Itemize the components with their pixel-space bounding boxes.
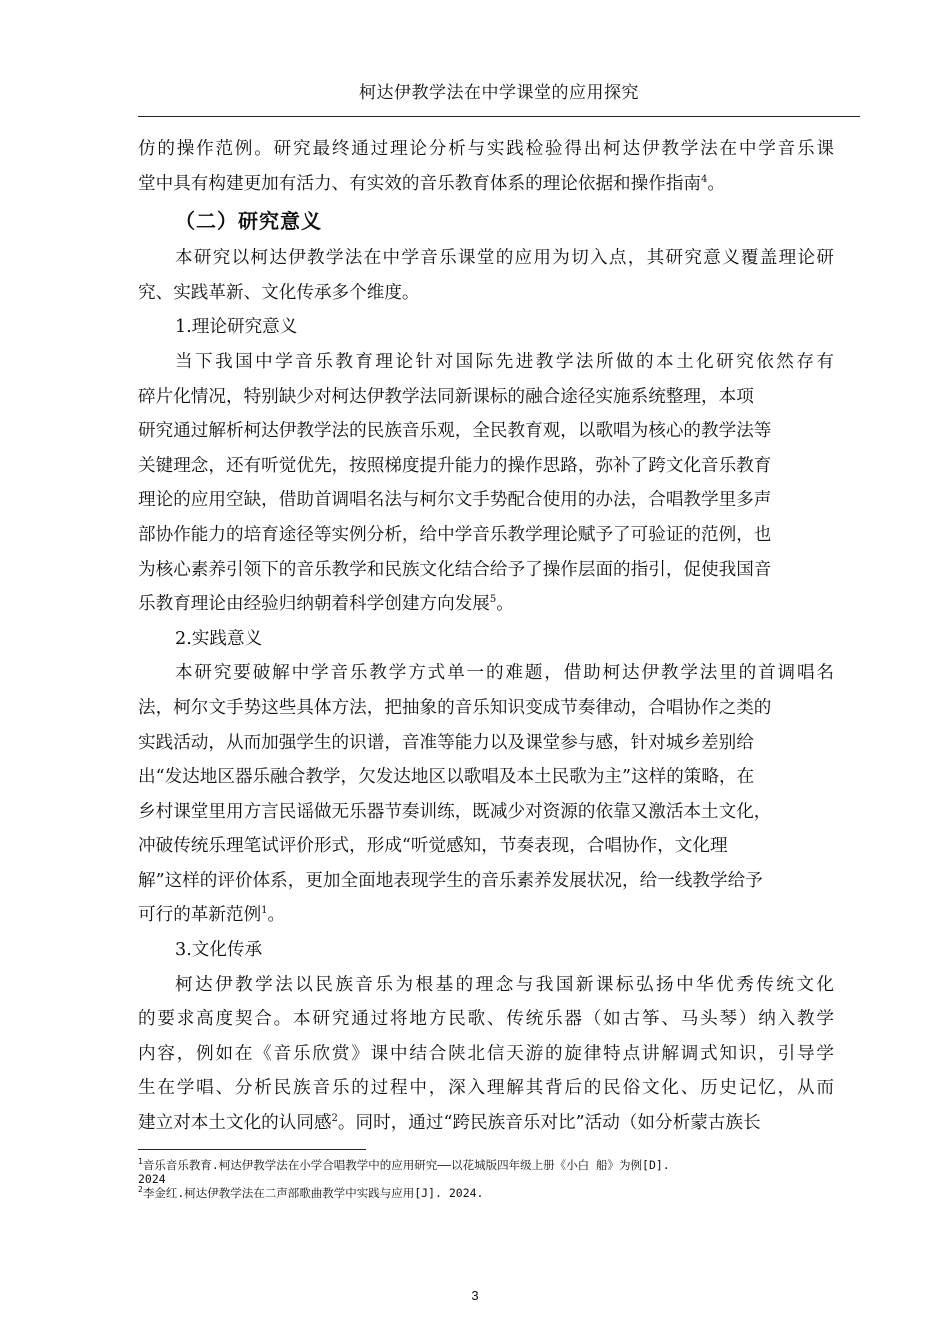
line-tail: 。 (267, 905, 286, 926)
line-tail: 。 (707, 173, 725, 194)
line-text: 建立对本土文化的认同感 (138, 1113, 332, 1134)
text-line (138, 380, 834, 415)
line-text: 碎片化情况，特别缺少对柯达伊教学法同新课标的融合途径实施系统整理，本项 (138, 386, 754, 407)
footnote-ref: 2 (331, 1113, 338, 1125)
text-line (138, 587, 834, 622)
running-header: 柯达伊教学法在中学课堂的应用探究 (359, 83, 639, 103)
footnote-number: 1 (138, 1157, 143, 1167)
line-text: 3.文化传承 (175, 940, 263, 961)
text-line (138, 483, 834, 518)
subsection-heading (138, 310, 834, 345)
line-text: （二）研究意义 (175, 209, 322, 234)
footnote-continuation: 2024 (138, 1172, 166, 1186)
text-line (138, 241, 834, 276)
line-text: 堂中具有构建更加有活力、有实效的音乐教育体系的理论依据和操作指南 (138, 173, 702, 194)
footnote-ref: 4 (701, 173, 708, 185)
text-line (138, 829, 834, 864)
text-line (138, 1106, 834, 1141)
body-text (138, 132, 834, 1141)
line-text: 实践活动，从而加强学生的识谱，音准等能力以及课堂参与感，针对城乡差别给 (138, 732, 754, 753)
line-text: 当下我国中学音乐教育理论针对国际先进教学法所做的本土化研究依然存有 (175, 351, 834, 372)
line-text: 法，柯尔文手势这些具体方法，把抽象的音乐知识变成节奏律动，合唱协作之类的 (138, 697, 772, 718)
text-line (138, 553, 834, 588)
text-line (138, 449, 834, 484)
text-line (138, 898, 834, 933)
line-text: 本研究以柯达伊教学法在中学音乐课堂的应用为切入点，其研究意义覆盖理论研 (175, 248, 834, 269)
line-tail: 。 (496, 594, 514, 615)
footnote-divider (138, 1149, 366, 1150)
line-text: 仿的操作范例。研究最终通过理论分析与实践检验得出柯达伊教学法在中学音乐课 (138, 139, 834, 159)
line-text: 的要求高度契合。本研究通过将地方民歌、传统乐器（如古筝、马头琴）纳入教学 (138, 1009, 834, 1030)
line-text: 部协作能力的培育途径等实例分析，给中学音乐教学理论赋予了可验证的范例，也 (138, 524, 772, 545)
section-heading (138, 201, 834, 241)
line-text: 1.理论研究意义 (175, 317, 298, 338)
footnote-text: 李金红.柯达伊教学法在二声部歌曲教学中实践与应用[J]. 2024. (142, 1186, 484, 1200)
line-text: 理论的应用空缺，借助首调唱名法与柯尔文手势配合使用的办法，合唱教学里多声 (138, 490, 772, 511)
header-divider (138, 116, 860, 117)
text-line (138, 1071, 834, 1106)
text-line (138, 132, 834, 167)
line-text: 出“发达地区器乐融合教学，欠发达地区以歌唱及本土民歌为主”这样的策略，在 (138, 767, 755, 788)
line-text: 柯达伊教学法以民族音乐为根基的理念与我国新课标弘扬中华优秀传统文化 (175, 974, 834, 995)
subsection-heading (138, 933, 834, 968)
line-text: 冲破传统乐理笔试评价形式，形成“听觉感知，节奏表现，合唱协作，文化理 (138, 836, 728, 857)
text-line (138, 760, 834, 795)
subsection-heading (138, 622, 834, 657)
line-text: 生在学唱、分析民族音乐的过程中，深入理解其背后的民俗文化、历史记忆，从而 (138, 1078, 834, 1099)
footnote (138, 1158, 858, 1172)
text-line (138, 518, 834, 553)
text-line (138, 691, 834, 726)
text-line (138, 795, 834, 830)
text-line (138, 968, 834, 1003)
line-tail: 。同时，通过“跨民族音乐对比”活动（如分析蒙古族长 (337, 1113, 761, 1134)
text-line (138, 726, 834, 761)
text-line (138, 1002, 834, 1037)
line-text: 乡村课堂里用方言民谣做无乐器节奏训练，既减少对资源的依靠又激活本土文化， (138, 801, 772, 822)
line-text: 研究通过解析柯达伊教学法的民族音乐观，全民教育观，以歌唱为核心的教学法等 (138, 421, 772, 442)
footnote (138, 1186, 858, 1200)
text-line (138, 167, 834, 202)
line-text: 解”这样的评价体系，更加全面地表现学生的音乐素养发展状况，给一线教学给予 (138, 870, 763, 891)
line-text: 为核心素养引领下的音乐教学和民族文化结合给予了操作层面的指引，促使我国音 (138, 559, 772, 580)
page-number: 3 (471, 1288, 479, 1303)
footnotes (138, 1158, 858, 1200)
footnote-number: 2 (138, 1185, 143, 1195)
text-line (138, 276, 834, 311)
line-text: 2.实践意义 (175, 628, 263, 649)
footnote-text: 音乐音乐教育.柯达伊教学法在小学合唱教学中的应用研究——以花城版四年级上册《小白 船》为例[D]. (142, 1158, 670, 1172)
line-text: 究、实践革新、文化传承多个维度。 (138, 282, 420, 303)
text-line (138, 1037, 834, 1072)
line-text: 本研究要破解中学音乐教学方式单一的难题，借助柯达伊教学法里的首调唱名 (175, 663, 834, 684)
footnote-ref: 1 (261, 905, 268, 917)
footnote-ref: 5 (489, 594, 497, 606)
line-text: 可行的革新范例 (138, 905, 262, 926)
line-text: 乐教育理论由经验归纳朝着科学创建方向发展 (138, 594, 490, 615)
line-text: 内容，例如在《音乐欣赏》课中结合陕北信天游的旋律特点讲解调式知识，引导学 (138, 1043, 834, 1064)
text-line (138, 864, 834, 899)
text-line (138, 414, 834, 449)
line-text: 关键理念，还有听觉优先，按照梯度提升能力的操作思路，弥补了跨文化音乐教育 (138, 455, 772, 476)
text-line (138, 345, 834, 380)
text-line (138, 656, 834, 691)
